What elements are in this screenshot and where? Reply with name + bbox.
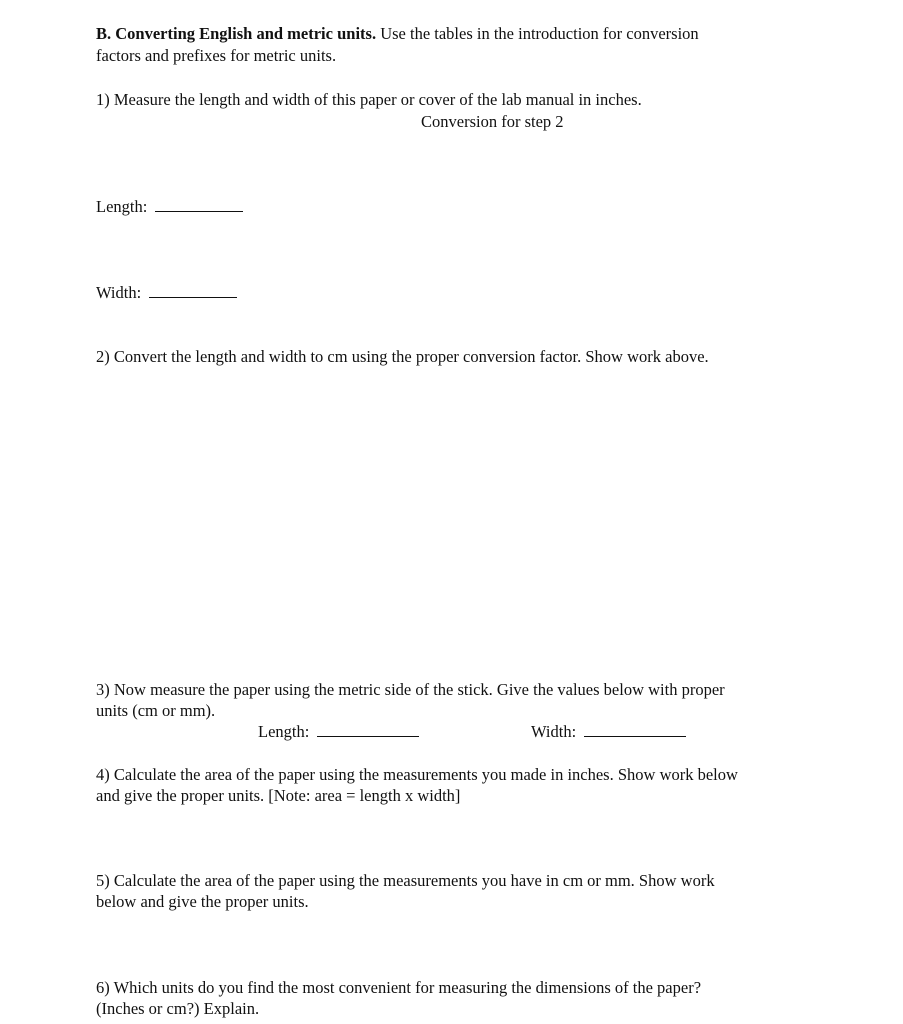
step3-width-label: Width: bbox=[531, 722, 577, 741]
step5-instruction-line2: below and give the proper units. bbox=[96, 892, 309, 911]
step1-length-label: Length: bbox=[96, 197, 148, 216]
conversion-label: Conversion for step 2 bbox=[421, 112, 564, 131]
step3-length-label: Length: bbox=[258, 722, 310, 741]
step4-instruction-line2: and give the proper units. [Note: area = length x width] bbox=[96, 786, 461, 805]
step5-instruction-line1: 5) Calculate the area of the paper using the measurements you have in cm or mm. Show work bbox=[96, 871, 715, 890]
step3-instruction-line2: units (cm or mm). bbox=[96, 701, 216, 720]
step1-width-label: Width: bbox=[96, 283, 142, 302]
section-intro-text: Use the tables in the introduction for conversion bbox=[376, 24, 699, 43]
step3-width-blank[interactable] bbox=[584, 722, 686, 737]
section-heading: B. Converting English and metric units. bbox=[96, 24, 377, 43]
step1-width-blank[interactable] bbox=[149, 283, 237, 298]
step3-length-row bbox=[258, 721, 419, 742]
step6-instruction-line2: (Inches or cm?) Explain. bbox=[96, 999, 260, 1018]
step1-width-row bbox=[96, 282, 237, 303]
step4-instruction-line1: 4) Calculate the area of the paper using the measurements you made in inches. Show work below bbox=[96, 765, 738, 784]
step3-instruction-line1: 3) Now measure the paper using the metric side of the stick. Give the values below with proper bbox=[96, 680, 725, 699]
step3-width-row bbox=[531, 721, 686, 742]
section-intro-line2: factors and prefixes for metric units. bbox=[96, 46, 337, 65]
step1-length-blank[interactable] bbox=[155, 197, 243, 212]
step1-instruction: 1) Measure the length and width of this paper or cover of the lab manual in inches. bbox=[96, 90, 642, 109]
section-intro-line1 bbox=[96, 23, 699, 44]
step6-instruction-line1: 6) Which units do you find the most convenient for measuring the dimensions of the paper? bbox=[96, 978, 702, 997]
step2-instruction: 2) Convert the length and width to cm using the proper conversion factor. Show work above. bbox=[96, 347, 709, 366]
step3-length-blank[interactable] bbox=[317, 722, 419, 737]
step1-length-row bbox=[96, 196, 243, 217]
